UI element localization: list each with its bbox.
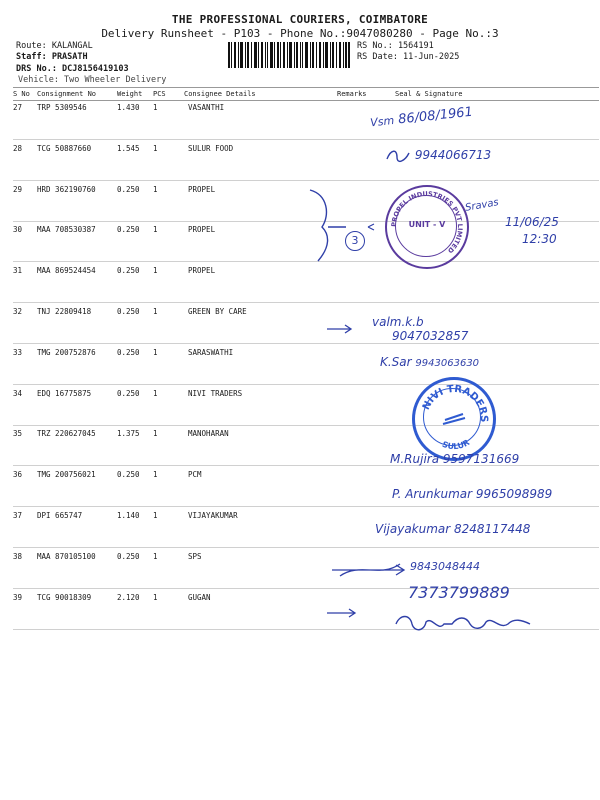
document-title: THE PROFESSIONAL COURIERS, COIMBATORE: [171, 13, 429, 26]
barcode: [228, 42, 350, 68]
signature-row-39: [392, 612, 542, 634]
signature-row-32: valm.k.b 9047032857: [372, 315, 469, 343]
row-consignee: VASANTHI: [188, 103, 225, 112]
drs-number: DRS No.: DCJ8156419103: [16, 64, 129, 74]
row-pcs: 1: [153, 470, 158, 479]
row-sno: 39: [13, 593, 23, 602]
row-consignment-no: TRZ 220627045: [37, 429, 96, 438]
strike-arrow-mark: [330, 560, 410, 580]
signature-row-27: Vsm 86/08/1961: [369, 104, 474, 130]
document-subtitle: Delivery Runsheet - P103 - Phone No.:9047080280 - Page No.:3: [101, 27, 499, 40]
row-consignee: SPS: [188, 552, 202, 561]
row-consignment-no: TMG 200752876: [37, 348, 96, 357]
row-consignment-no: TNJ 22809418: [37, 307, 92, 316]
row-consignee: VIJAYAKUMAR: [188, 511, 238, 520]
row-consignee: PROPEL: [188, 185, 216, 194]
row-pcs: 1: [153, 144, 158, 153]
row-pcs: 1: [153, 266, 158, 275]
row-sno: 30: [13, 225, 23, 234]
signature-row-36: P. Arunkumar 9965098989: [392, 487, 553, 501]
row-weight: 0.250: [117, 470, 140, 479]
signature-row-35: M.Rujira 9597131669: [390, 452, 520, 466]
nivi-traders-stamp: [412, 377, 496, 461]
row-sno: 31: [13, 266, 23, 275]
time-row-30: 12:30: [522, 232, 557, 246]
row-sno: 28: [13, 144, 23, 153]
signature-row-38: 9843048444: [410, 560, 480, 573]
row-pcs: 1: [153, 552, 158, 561]
row-consignment-no: MAA 708530387: [37, 225, 96, 234]
row-pcs: 1: [153, 307, 158, 316]
row-consignee: GUGAN: [188, 593, 211, 602]
staff-label: Staff: PRASATH: [16, 52, 88, 62]
arrow-mark-39: [325, 606, 361, 620]
phone-row-39: 7373799889: [408, 583, 510, 602]
svg-text:PROPEL INDUSTRIES PVT LIMITED: PROPEL INDUSTRIES PVT LIMITED: [389, 189, 465, 255]
route-label: Route: KALANGAL: [16, 41, 93, 51]
row-consignee: PROPEL: [188, 266, 216, 275]
row-weight: 0.250: [117, 225, 140, 234]
row-consignment-no: EDQ 16775875: [37, 389, 92, 398]
row-weight: 0.250: [117, 389, 140, 398]
signature-row-37: Vijayakumar 8248117448: [375, 522, 531, 536]
row-weight: 0.250: [117, 348, 140, 357]
row-weight: 1.375: [117, 429, 140, 438]
row-divider: [13, 547, 599, 548]
row-divider: [13, 180, 599, 181]
row-pcs: 1: [153, 185, 158, 194]
row-consignee: NIVI TRADERS: [188, 389, 243, 398]
svg-text:SULUR: SULUR: [440, 437, 472, 452]
row-pcs: 1: [153, 225, 158, 234]
row-divider: [13, 139, 599, 140]
signature-row-29: Sravas: [464, 197, 500, 214]
rs-date: RS Date: 11-Jun-2025: [357, 52, 460, 62]
row-consignee: GREEN BY CARE: [188, 307, 247, 316]
svg-text:NIVI TRADERS: NIVI TRADERS: [420, 383, 490, 423]
row-weight: 0.250: [117, 185, 140, 194]
row-sno: 38: [13, 552, 23, 561]
col-consignment: Consignment No: [37, 90, 97, 98]
row-consignee: PCM: [188, 470, 202, 479]
signature-row-28: 9944066713: [385, 148, 491, 163]
row-weight: 0.250: [117, 266, 140, 275]
row-consignment-no: MAA 870105100: [37, 552, 96, 561]
col-sno: S No: [13, 90, 30, 98]
row-weight: 0.250: [117, 552, 140, 561]
row-consignee: MANOHARAN: [188, 429, 229, 438]
col-consignee: Consignee Details: [184, 90, 256, 98]
scribble-icon: [385, 149, 411, 163]
col-weight: Weight: [117, 90, 143, 98]
row-weight: 0.250: [117, 307, 140, 316]
row-consignment-no: HRD 362190760: [37, 185, 96, 194]
col-seal: Seal & Signature: [395, 90, 463, 98]
row-pcs: 1: [153, 511, 158, 520]
row-pcs: 1: [153, 429, 158, 438]
signature-row-33: K.Sar 9943063630: [380, 355, 480, 369]
header-bottom-rule: [13, 100, 599, 101]
row-weight: 2.120: [117, 593, 140, 602]
row-divider: [13, 384, 599, 385]
row-pcs: 1: [153, 103, 158, 112]
vehicle-label: Vehicle: Two Wheeler Delivery: [18, 75, 167, 85]
row-consignee: SARASWATHI: [188, 348, 234, 357]
row-pcs: 1: [153, 389, 158, 398]
propel-stamp: [385, 185, 469, 269]
date-row-30: 11/06/25: [505, 215, 559, 229]
row-sno: 29: [13, 185, 23, 194]
row-weight: 1.430: [117, 103, 140, 112]
circled-count: 3: [345, 231, 365, 251]
row-sno: 36: [13, 470, 23, 479]
row-consignment-no: TCG 50887660: [37, 144, 92, 153]
row-divider: [13, 302, 599, 303]
rs-number: RS No.: 1564191: [357, 41, 434, 51]
row-weight: 1.545: [117, 144, 140, 153]
row-consignment-no: TRP 5309546: [37, 103, 87, 112]
row-consignee: PROPEL: [188, 225, 216, 234]
col-pcs: PCS: [153, 90, 166, 98]
row-sno: 34: [13, 389, 23, 398]
row-sno: 37: [13, 511, 23, 520]
row-pcs: 1: [153, 593, 158, 602]
row-divider: [13, 343, 599, 344]
col-remarks: Remarks: [337, 90, 367, 98]
row-consignment-no: MAA 869524454: [37, 266, 96, 275]
row-sno: 35: [13, 429, 23, 438]
row-consignment-no: DPI 665747: [37, 511, 83, 520]
row-sno: 32: [13, 307, 23, 316]
row-consignment-no: TCG 90018309: [37, 593, 92, 602]
row-consignment-no: TMG 200756021: [37, 470, 96, 479]
bracket-mark: [300, 185, 380, 265]
row-divider: [13, 506, 599, 507]
row-weight: 1.140: [117, 511, 140, 520]
row-sno: 33: [13, 348, 23, 357]
row-divider: [13, 425, 599, 426]
row-pcs: 1: [153, 348, 158, 357]
row-consignee: SULUR FOOD: [188, 144, 234, 153]
row-divider: [13, 588, 599, 589]
row-sno: 27: [13, 103, 23, 112]
propel-stamp-unit: UNIT - V: [408, 220, 446, 229]
arrow-mark: [325, 322, 355, 336]
header-top-rule: [13, 87, 599, 88]
